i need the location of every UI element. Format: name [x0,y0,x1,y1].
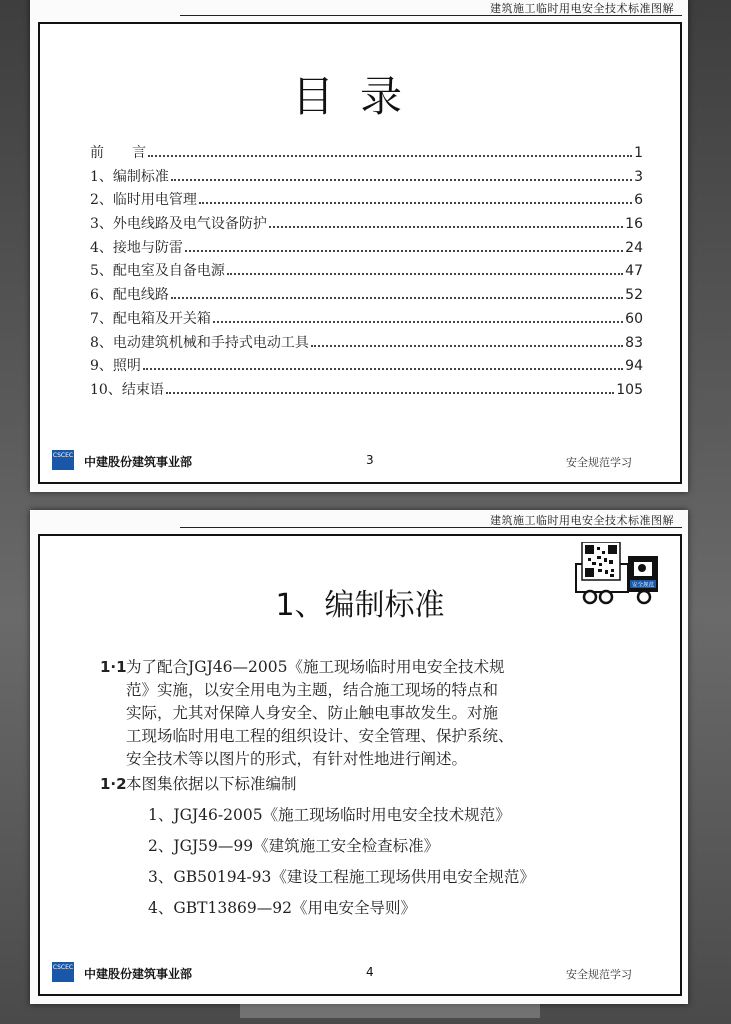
slide-footer [48,962,672,984]
toc-page: 47 [625,263,643,280]
toc-entry[interactable] [90,284,643,308]
leader-dots [148,155,632,157]
standards-list [100,800,620,924]
leader-dots [143,368,623,370]
leader-dots [185,250,623,252]
toc-entry[interactable] [90,142,643,166]
toc-label: 8、电动建筑机械和手持式电动工具 [90,334,309,351]
toc-entry[interactable] [90,260,643,284]
paragraph-text [126,656,514,771]
list-item: 1、JGJ46-2005《施工现场临时用电安全技术规范》 [148,806,511,824]
toc-page: 1 [634,145,643,161]
paragraph-1-2 [100,773,620,796]
section-body [100,656,620,924]
leader-dots [171,297,623,299]
toc-entry[interactable] [90,189,643,213]
slide-toc [30,0,688,492]
leader-dots [213,321,623,323]
toc-page: 6 [634,192,643,209]
header-title: 建筑施工临时用电安全技术标准图解 [490,514,674,527]
section-title: 1、编制标准 [275,588,445,623]
toc-page: 3 [634,168,643,185]
toc-label: 9、照明 [90,358,141,375]
header-rule [180,527,682,528]
toc-entry[interactable] [90,213,643,237]
paragraph-1-1 [100,656,620,771]
paragraph-line: 工现场临时用电工程的组织设计、安全管理、保护系统、 [126,727,514,745]
toc-label: 6、配电线路 [90,287,169,304]
page-number: 3 [366,453,374,467]
list-item: 3、GB50194-93《建设工程施工现场供用电安全规范》 [148,868,535,886]
paragraph-line: 范》实施，以安全用电为主题，结合施工现场的特点和 [126,681,499,699]
toc-label: 3、外电线路及电气设备防护 [90,216,267,233]
toc-label: 5、配电室及自备电源 [90,263,225,280]
list-item: 4、GBT13869—92《用电安全导则》 [148,899,417,917]
paragraph-line: 本图集依据以下标准编制 [126,775,297,793]
toc-entry[interactable] [90,332,643,356]
toc-page: 16 [625,216,643,233]
leader-dots [171,179,632,181]
clause-number: 1·1 [100,658,127,676]
footer-tagline: 安全规范学习 [566,968,632,981]
leader-dots [166,392,614,394]
paragraph-line: 实际，尤其对保障人身安全、防止触电事故发生。对施 [126,704,499,722]
toc-label: 1、编制标准 [90,168,169,185]
toc-page: 105 [616,381,643,398]
toc-label: 2、临时用电管理 [90,192,197,209]
toc-page: 24 [625,239,643,256]
toc-title: 目录 [291,72,428,121]
leader-dots [199,202,632,204]
clause-number: 1·2 [100,775,127,793]
toc-page: 83 [625,334,643,351]
leader-dots [227,273,623,275]
slide-footer [48,450,672,472]
page-number: 4 [366,965,374,979]
paragraph-line: 安全技术等以图片的形式，有针对性地进行阐述。 [126,750,468,768]
paragraph-line: 为了配合JGJ46—2005《施工现场临时用电安全技术规 [126,658,505,676]
footer-tagline: 安全规范学习 [566,456,632,469]
toc-list [90,142,643,403]
slide-standards [30,510,688,1004]
watermark-strip [240,1004,540,1018]
company-name: 中建股份建筑事业部 [84,455,193,469]
company-name: 中建股份建筑事业部 [84,967,193,981]
leader-dots [269,226,623,228]
toc-entry[interactable] [90,237,643,261]
toc-entry[interactable] [90,308,643,332]
toc-entry[interactable] [90,355,643,379]
toc-label: 4、接地与防雷 [90,239,183,256]
company-logo-icon: CSCEC [52,450,74,470]
toc-entry[interactable] [90,166,643,190]
toc-entry[interactable] [90,379,643,403]
toc-page: 52 [625,287,643,304]
leader-dots [311,345,623,347]
toc-page: 60 [625,310,643,327]
toc-label: 7、配电箱及开关箱 [90,310,211,327]
header-rule [180,15,682,16]
qr-badge-text: 安全规范 [631,582,655,589]
list-item: 2、JGJ59—99《建筑施工安全检查标准》 [148,837,440,855]
toc-label: 10、结束语 [90,381,164,398]
toc-page: 94 [625,358,643,375]
toc-label: 前 言 [90,145,146,161]
slide-frame [38,22,682,484]
company-logo-icon: CSCEC [52,962,74,982]
header-title: 建筑施工临时用电安全技术标准图解 [490,2,674,15]
slide-frame [38,534,682,996]
